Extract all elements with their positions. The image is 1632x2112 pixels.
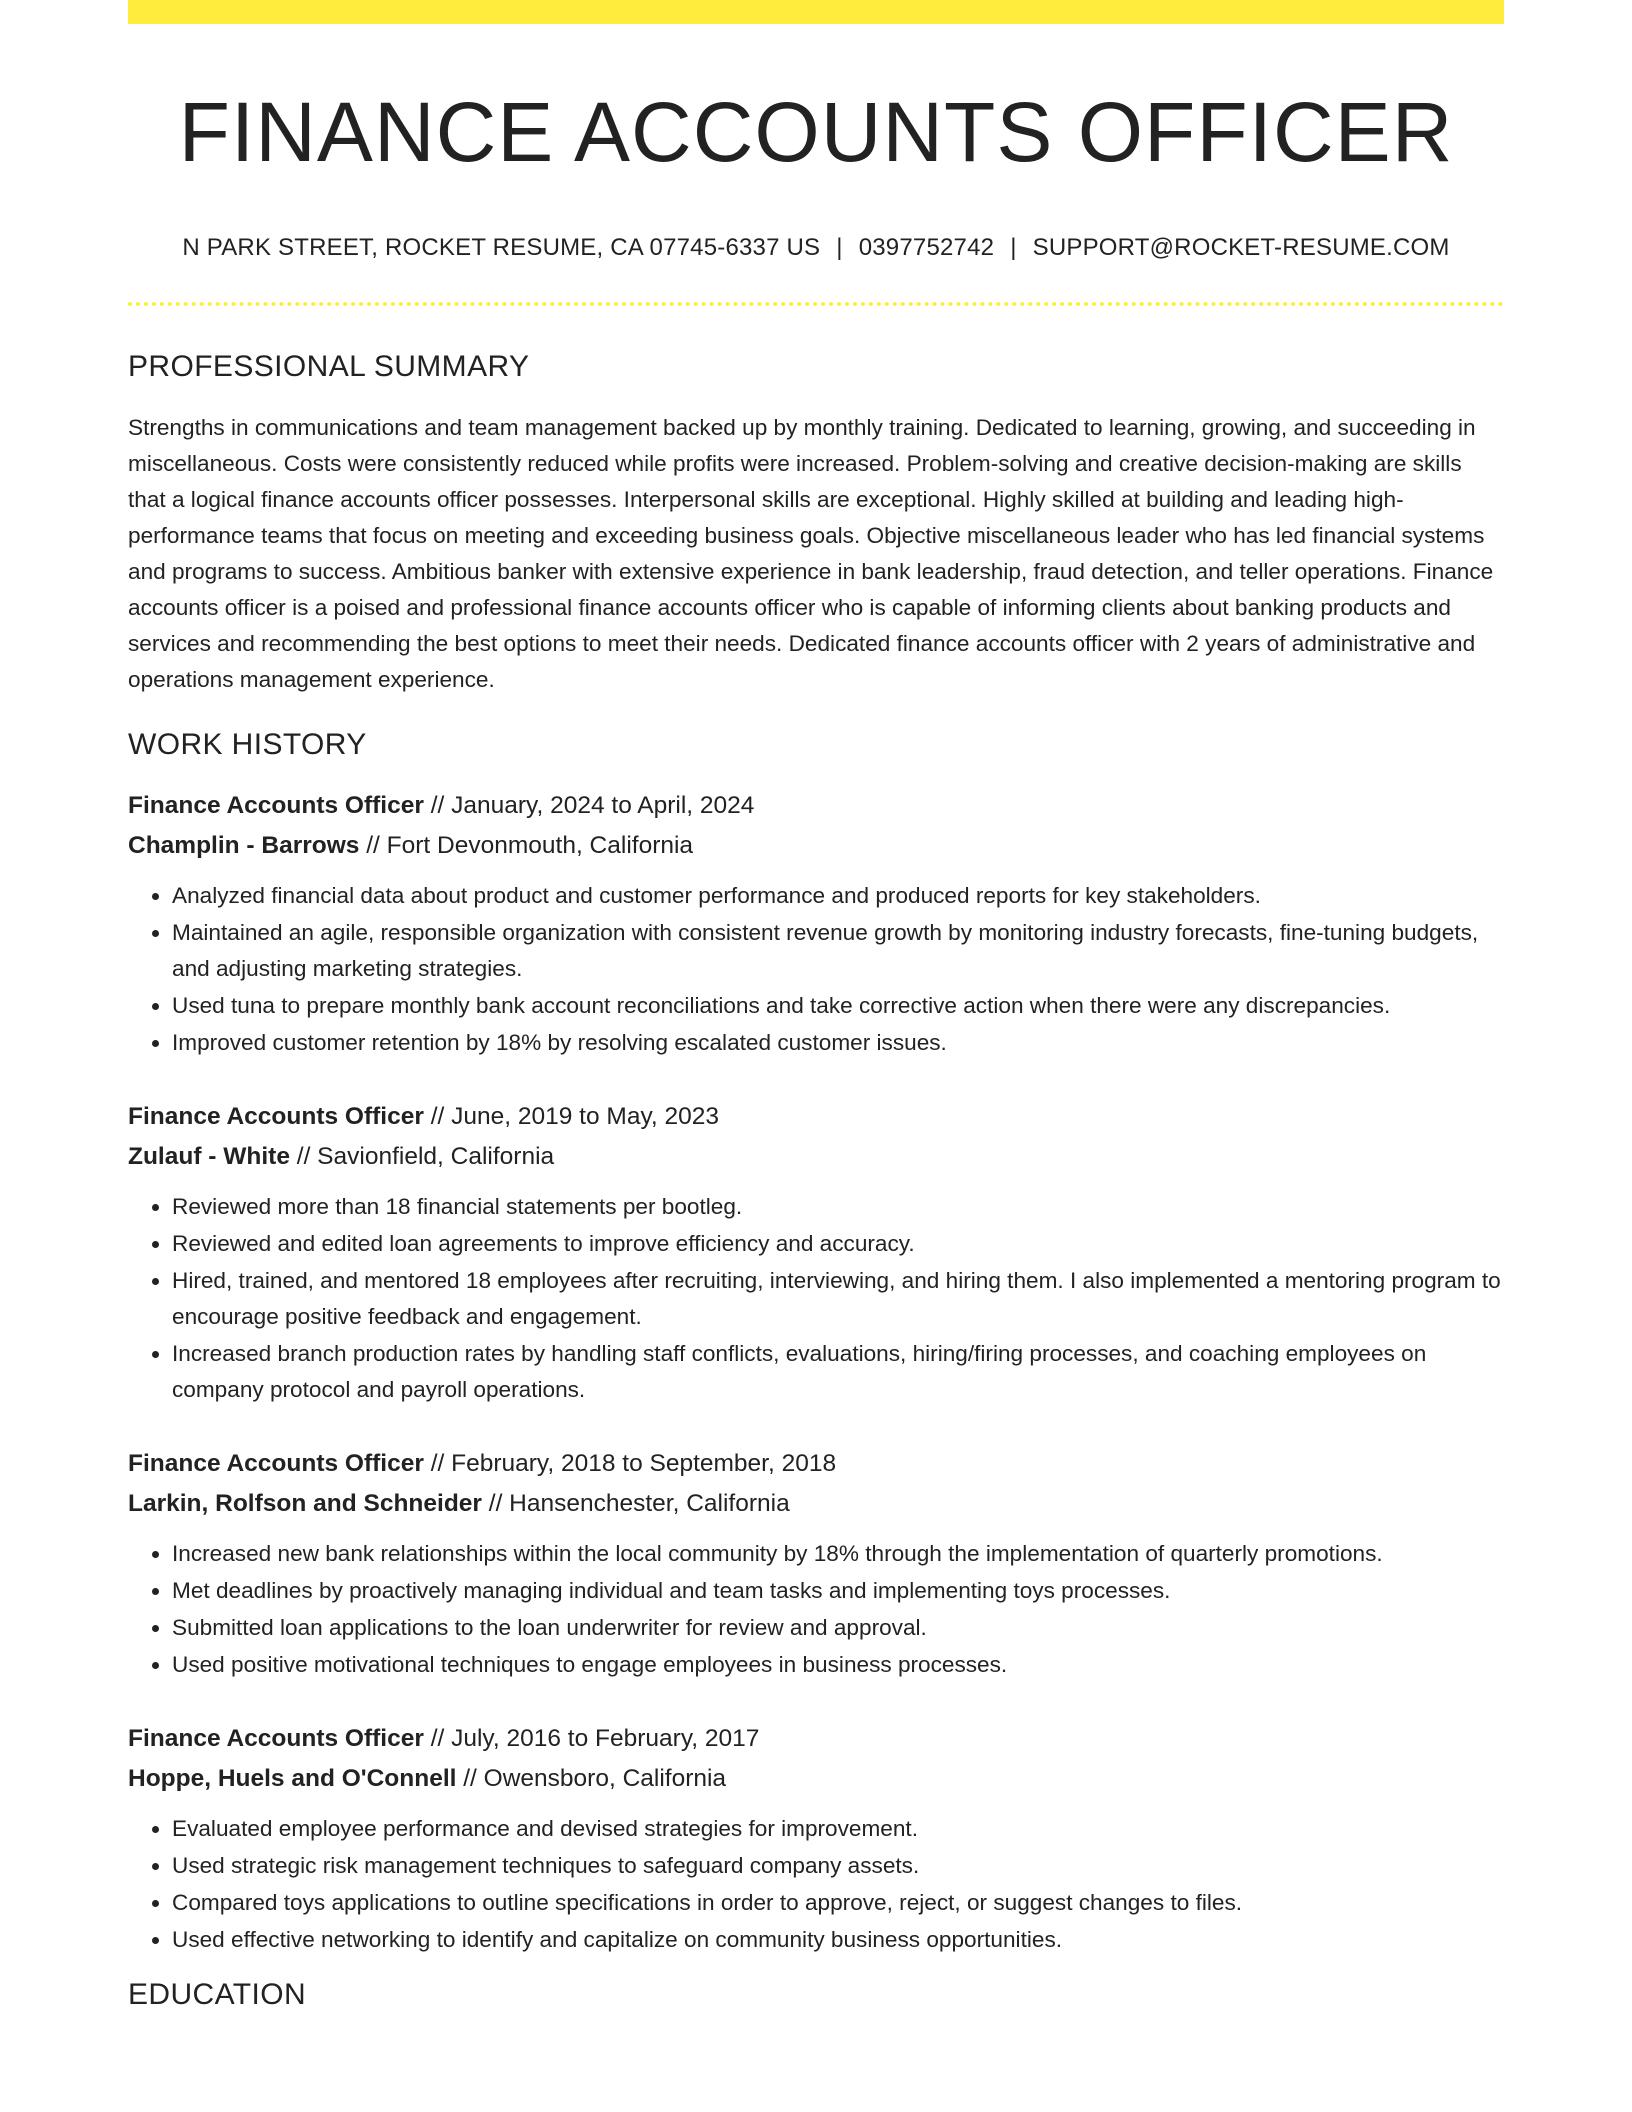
contact-line (128, 234, 1504, 262)
job-bullet: • Met deadlines by proactively managing individual and team tasks and implementing toys processes. (172, 1573, 1504, 1609)
job-bullet: • Improved customer retention by 18% by resolving escalated customer issues. (172, 1025, 1504, 1061)
job-bullet: • Increased branch production rates by handling staff conflicts, evaluations, hiring/firing processes, and coaching employees on company protocol and payroll operations. (172, 1336, 1504, 1408)
job-bullet: • Maintained an agile, responsible organization with consistent revenue growth by monitoring industry forecasts, fine-tuning budgets, and adjusting marketing strategies. (172, 915, 1504, 987)
resume-name-heading: FINANCE ACCOUNTS OFFICER (178, 85, 1454, 179)
job-bullet: • Analyzed financial data about product and customer performance and produced reports for key stakeholders. (172, 878, 1504, 914)
job-bullet: • Reviewed more than 18 financial statements per bootleg. (172, 1189, 1504, 1225)
summary-section-title: PROFESSIONAL SUMMARY (128, 350, 530, 384)
job-location: // Hansenchester, California (481, 1490, 790, 1518)
job-bullet: • Increased new bank relationships within the local community by 18% through the implementation of quarterly promotions. (172, 1536, 1504, 1572)
job-bullet: • Reviewed and edited loan agreements to improve efficiency and accuracy. (172, 1226, 1504, 1262)
job-company: Hoppe, Huels and O'Connell (128, 1765, 457, 1793)
dotted-divider (128, 302, 1504, 306)
job-company: Zulauf - White (128, 1143, 290, 1171)
job-role: Finance Accounts Officer (128, 1725, 424, 1753)
job-entry (128, 1719, 1504, 1958)
job-dates: // July, 2016 to February, 2017 (423, 1725, 760, 1753)
job-company-line (128, 1137, 1504, 1177)
job-dates: // June, 2019 to May, 2023 (423, 1103, 719, 1131)
job-role: Finance Accounts Officer (128, 792, 424, 820)
accent-top-bar (128, 0, 1504, 24)
job-bullet-list (128, 1536, 1504, 1683)
contact-address: N PARK STREET, ROCKET RESUME, CA 07745-6337 US (182, 234, 821, 262)
job-title-line (128, 786, 1504, 826)
job-company: Larkin, Rolfson and Schneider (128, 1490, 482, 1518)
work-history-section-title: WORK HISTORY (128, 728, 367, 762)
job-location: // Owensboro, California (456, 1765, 727, 1793)
job-company-line (128, 1484, 1504, 1524)
job-bullet: • Hired, trained, and mentored 18 employees after recruiting, interviewing, and hiring them. I also implemented a mentoring program to encourage positive feedback and engagement. (172, 1263, 1504, 1335)
job-dates: // February, 2018 to September, 2018 (423, 1450, 837, 1478)
job-role: Finance Accounts Officer (128, 1103, 424, 1131)
job-bullet: • Used positive motivational techniques to engage employees in business processes. (172, 1647, 1504, 1683)
job-bullet: • Used strategic risk management techniques to safeguard company assets. (172, 1848, 1504, 1884)
summary-paragraph: Strengths in communications and team management backed up by monthly training. Dedicated to learning, growing, and succeeding in miscellaneous. Costs were consistently reduced while profits were increased. Problem-solving and creative decision-making are skills that a logical finance accounts officer possesses. Interpersonal skills are exceptional. Highly skilled at building and leading high-performance teams that focus on meeting and exceeding business goals. Objective miscellaneous leader who has led financial systems and programs to success. Ambitious banker with extensive experience in bank leadership, fraud detection, and teller operations. Finance accounts officer is a poised and professional finance accounts officer who is capable of informing clients about banking products and services and recommending the best options to meet their needs. Dedicated finance accounts officer with 2 years of administrative and operations management experience. (128, 415, 1494, 693)
job-bullet: • Submitted loan applications to the loan underwriter for review and approval. (172, 1610, 1504, 1646)
job-bullet: • Evaluated employee performance and devised strategies for improvement. (172, 1811, 1504, 1847)
job-entry (128, 786, 1504, 1061)
job-company-line (128, 1759, 1504, 1799)
job-bullet: • Used effective networking to identify and capitalize on community business opportunities. (172, 1922, 1504, 1958)
job-company: Champlin - Barrows (128, 832, 360, 860)
job-title-line (128, 1097, 1504, 1137)
job-bullet-list (128, 1189, 1504, 1408)
contact-email: SUPPORT@ROCKET-RESUME.COM (1032, 234, 1450, 262)
job-entry (128, 1444, 1504, 1683)
job-location: // Savionfield, California (289, 1143, 555, 1171)
job-bullet-list (128, 878, 1504, 1061)
contact-separator: | (1010, 234, 1017, 262)
job-bullet: • Compared toys applications to outline specifications in order to approve, reject, or suggest changes to files. (172, 1885, 1504, 1921)
job-bullet-list (128, 1811, 1504, 1958)
job-location: // Fort Devonmouth, California (359, 832, 694, 860)
job-company-line (128, 826, 1504, 866)
contact-separator: | (836, 234, 843, 262)
job-dates: // January, 2024 to April, 2024 (423, 792, 755, 820)
education-section-title: EDUCATION (128, 1978, 307, 2012)
job-entry (128, 1097, 1504, 1408)
resume-page (128, 0, 1504, 2012)
job-bullet: • Used tuna to prepare monthly bank account reconciliations and take corrective action when there were any discrepancies. (172, 988, 1504, 1024)
job-title-line (128, 1444, 1504, 1484)
job-title-line (128, 1719, 1504, 1759)
job-role: Finance Accounts Officer (128, 1450, 424, 1478)
contact-phone: 0397752742 (858, 234, 995, 262)
